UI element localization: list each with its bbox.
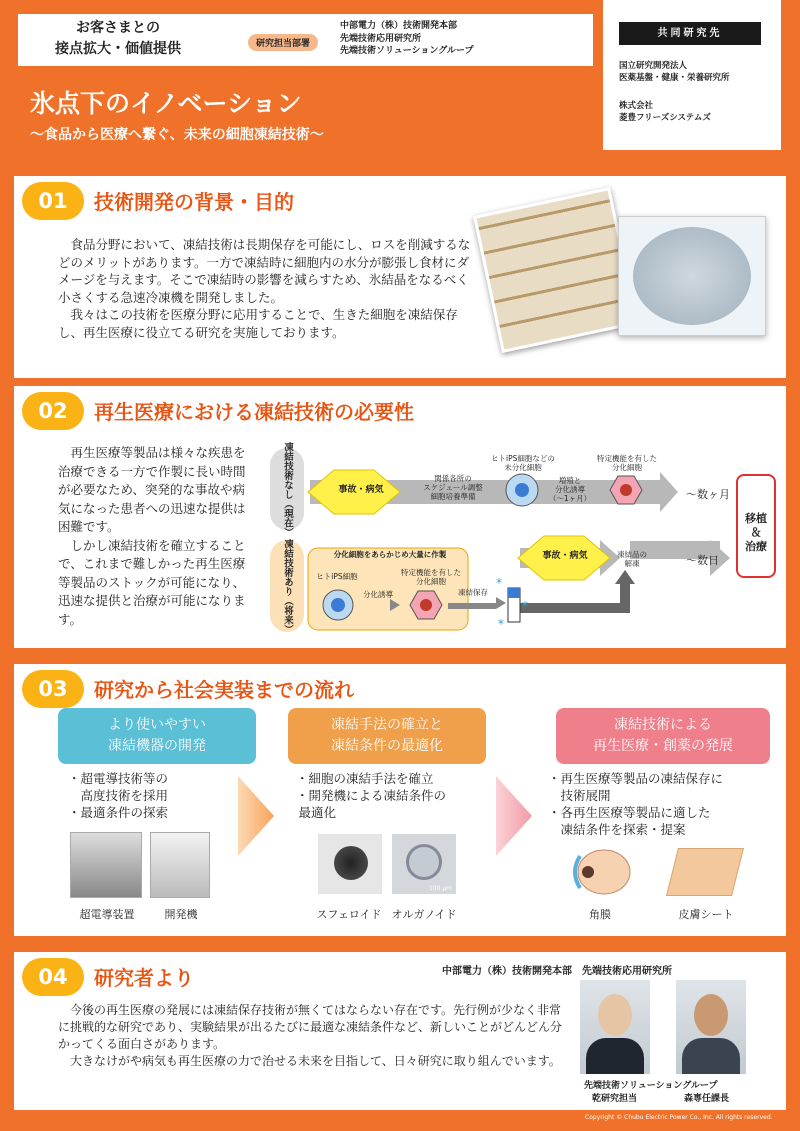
section-2-para2: しかし凍結技術を確立することで、これまで難しかった再生医療等製品のストックが可能になり、迅速な提供と治療が可能になります。 bbox=[58, 537, 246, 627]
spheroid-cell bbox=[334, 846, 368, 880]
section-1-para2: 我々はこの技術を医療分野に応用することで、生きた細胞を凍結保存し、再生医療に役立てる研究を実施しております。 bbox=[58, 307, 458, 340]
transplant-box: 移植 ＆ 治療 bbox=[736, 474, 776, 578]
cornea-illustration bbox=[566, 846, 636, 896]
thaw-arrowhead bbox=[615, 570, 635, 584]
page-title: 氷点下のイノベーション bbox=[30, 89, 302, 118]
col3-title-box bbox=[556, 708, 770, 764]
col3-caption2: 皮膚シート bbox=[678, 908, 734, 921]
face-shape bbox=[598, 994, 632, 1036]
days-text: ～数日 bbox=[686, 554, 719, 567]
pupil-shape bbox=[582, 866, 594, 878]
researcher-group: 先端技術ソリューショングループ bbox=[584, 1081, 718, 1091]
snowflake-icon: * bbox=[496, 576, 502, 590]
customer-line1: お客さまとの bbox=[76, 20, 160, 36]
page-subtitle: ～食品から医療へ繋ぐ、未来の細胞凍結技術～ bbox=[30, 127, 324, 143]
thaw-text: 凍結品の 解凍 bbox=[617, 550, 647, 568]
partner-2-line1: 株式会社 bbox=[619, 101, 654, 111]
section-1-para1: 食品分野において、凍結技術は長期保存を可能にし、ロスを削減するなどのメリットがあります。一方で凍結時に細胞内の水分が膨張し食材にダメージを与えます。そこで凍結時の影響を減らすため、氷結晶をなるべく小さくする急速冷凍機を開発しました。 bbox=[58, 237, 471, 305]
col2-bullets bbox=[296, 770, 496, 821]
diff-nucleus-now bbox=[620, 484, 632, 496]
col2-caption1: スフェロイド bbox=[316, 908, 382, 921]
col3-bullet2-cont: 凍結条件を探索・提案 bbox=[560, 822, 686, 837]
col3-title-line2: 再生医療・創薬の発展 bbox=[593, 738, 733, 754]
ips-undiff-text: ヒトiPS細胞などの 未分化細胞 bbox=[491, 454, 555, 472]
thaw-arrow bbox=[515, 580, 625, 608]
flow-future-label: 凍結技術あり（将来） bbox=[270, 540, 304, 632]
snowflake-icon: * bbox=[522, 599, 528, 613]
accident-now: 事故・病気 bbox=[338, 485, 384, 495]
partner-2-line2: 菱豊フリーズシステムズ bbox=[619, 113, 711, 123]
section-2-para1: 再生医療等製品は様々な疾患を治療できる一方で作製に長い時間が必要なため、突発的な事故や病気になった患者への迅速な提供は困難です。 bbox=[58, 445, 246, 534]
organoid-photo bbox=[392, 834, 456, 894]
col2-title-line1: 凍結手法の確立と bbox=[331, 717, 443, 733]
prep-text: 関係各所の スケジュール調整 細胞培養準備 bbox=[423, 474, 483, 501]
col1-bullets bbox=[68, 770, 258, 821]
col3-caption1: 角膜 bbox=[589, 908, 611, 921]
col2-bullet2: ・開発機による凍結条件の bbox=[296, 788, 447, 803]
section-2-heading: 再生医療における凍結技術の必要性 bbox=[94, 400, 414, 424]
flow-now-label: 凍結技術なし（現在） bbox=[270, 448, 304, 530]
researcher-photo-1 bbox=[580, 980, 650, 1074]
partner-1-line2: 医薬基盤・健康・栄養研究所 bbox=[619, 73, 730, 83]
section-1-number: 01 bbox=[22, 182, 84, 220]
spheroid-photo bbox=[318, 834, 382, 894]
researcher-name-2: 森専任課長 bbox=[684, 1094, 730, 1104]
organoid-cell bbox=[406, 844, 442, 880]
org-line1: 中部電力（株）技術開発本部 bbox=[340, 21, 458, 31]
ice-crystal-disc bbox=[633, 227, 751, 325]
cryo-vial-cap bbox=[508, 588, 520, 598]
col1-bullet1-cont: 高度技術を採用 bbox=[80, 788, 169, 803]
col1-title-line1: より使いやすい bbox=[108, 717, 206, 733]
partner-1 bbox=[619, 60, 730, 84]
col3-bullet2: ・各再生医療等製品に適した bbox=[548, 805, 711, 820]
superconducting-device-photo bbox=[70, 832, 142, 898]
section-4-para2: 大きなけがや病気も再生医療の力で治せる未来を目指して、日々研究に取り組んでいます。 bbox=[70, 1054, 561, 1068]
induce-text: 分化誘導 bbox=[363, 590, 393, 599]
suit-shape bbox=[586, 1038, 644, 1074]
customer-line2: 接点拡大・価値提供 bbox=[55, 41, 181, 57]
dept-org bbox=[340, 20, 473, 58]
ips-text: ヒトiPS細胞 bbox=[316, 572, 358, 581]
prototype-machine-photo bbox=[150, 832, 210, 898]
face-shape bbox=[694, 994, 728, 1036]
col3-title-line1: 凍結技術による bbox=[614, 717, 712, 733]
ice-crystal-photo bbox=[618, 216, 766, 336]
col2-title-box bbox=[288, 708, 486, 764]
section-4-body bbox=[58, 1002, 564, 1070]
bento-food-photo bbox=[473, 187, 639, 353]
col3-bullet1: ・再生医療等製品の凍結保存に bbox=[548, 771, 724, 786]
snowflake-icon: * bbox=[498, 617, 504, 631]
copyright: Copyright © Chubu Electric Power Co., Inc. All rights reserved. bbox=[585, 1114, 773, 1121]
suit-shape bbox=[682, 1038, 740, 1074]
col2-bullet1: ・細胞の凍結手法を確立 bbox=[296, 771, 434, 786]
pre-mass-text: 分化細胞をあらかじめ大量に作製 bbox=[333, 550, 447, 559]
col1-caption2: 開発機 bbox=[164, 908, 198, 921]
months-text: ～数ヶ月 bbox=[686, 488, 730, 501]
partner-1-line1: 国立研究開発法人 bbox=[619, 61, 688, 71]
col2-bullet2-cont: 最適化 bbox=[298, 805, 337, 820]
ips-nucleus-now bbox=[515, 483, 529, 497]
section-4-para1: 今後の再生医療の発展には凍結保存技術が無くてはならない存在です。先行例が少なく非常に挑戦的な研究であり、実験結果が出るたびに最適な凍結条件など、新しいことがどんどん分かってくる面白さがあります。 bbox=[58, 1003, 563, 1051]
section-2-number: 02 bbox=[22, 392, 84, 430]
col3-bullets bbox=[548, 770, 778, 838]
col2-caption2: オルガノイド bbox=[391, 908, 457, 921]
expand-text: 増殖と 分化誘導 （～1ヶ月） bbox=[548, 476, 592, 503]
section-2-body bbox=[58, 444, 254, 629]
scale-bar-label: 100 μm bbox=[428, 885, 452, 892]
col1-bullet1: ・超電導技術等の bbox=[68, 771, 169, 786]
col1-title-line2: 凍結機器の開発 bbox=[108, 738, 206, 754]
section-1-body bbox=[58, 236, 473, 342]
section-4-heading: 研究者より bbox=[94, 966, 194, 990]
section-3-number: 03 bbox=[22, 670, 84, 708]
section-3-heading: 研究から社会実装までの流れ bbox=[94, 678, 354, 702]
customer-value-label bbox=[18, 18, 218, 60]
accident-future: 事故・病気 bbox=[542, 551, 588, 561]
specialized2-text: 特定機能を有した 分化細胞 bbox=[401, 568, 461, 586]
col1-title-box bbox=[58, 708, 256, 764]
section-4-number: 04 bbox=[22, 958, 84, 996]
researcher-name-1: 乾研究担当 bbox=[592, 1094, 638, 1104]
freeze-text: 凍結保存 bbox=[458, 588, 488, 597]
skin-sheet-illustration bbox=[666, 848, 744, 896]
col1-bullet2: ・最適条件の探索 bbox=[68, 805, 169, 820]
ips-nucleus-future bbox=[331, 598, 345, 612]
org-line2: 先端技術応用研究所 bbox=[340, 33, 422, 44]
diff-nucleus-future bbox=[420, 599, 432, 611]
partner-heading: 共同研究先 bbox=[619, 22, 761, 45]
specialized-text: 特定機能を有した 分化細胞 bbox=[597, 454, 657, 472]
col2-title-line2: 凍結条件の最適化 bbox=[331, 738, 443, 754]
col1-caption1: 超電導装置 bbox=[79, 908, 135, 921]
partner-2 bbox=[619, 100, 711, 124]
section-1-heading: 技術開発の背景・目的 bbox=[94, 190, 294, 214]
dept-badge: 研究担当部署 bbox=[248, 34, 318, 51]
col3-bullet1-cont: 技術展開 bbox=[560, 788, 611, 803]
org-line3: 先端技術ソリューショングループ bbox=[340, 46, 474, 56]
researcher-org: 中部電力（株）技術開発本部 先端技術応用研究所 bbox=[442, 966, 672, 977]
researcher-photo-2 bbox=[676, 980, 746, 1074]
